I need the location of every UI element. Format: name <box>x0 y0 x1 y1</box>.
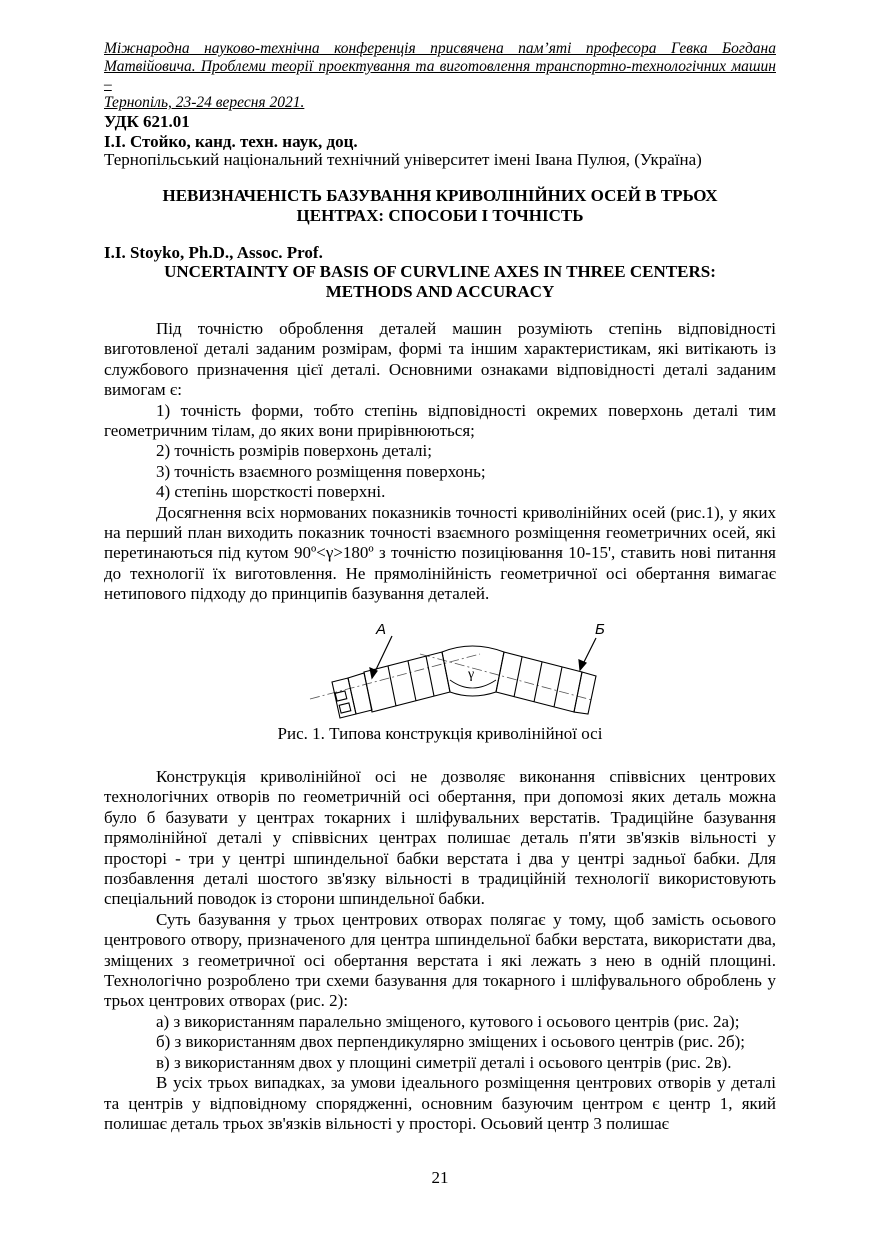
figure-label-a: А <box>376 621 387 638</box>
paragraph: Суть базування у трьох центрових отворах полягає у тому, щоб замість осьового центрового отвору, призначеного для центра шпиндельної бабки верстата, використати два, зміщених з геометричної осі обертання верстата і які лежать з нею в одній площині. Технологічно розроблено три схеми базування для токарного і шліфувального оброблень у трьох центрових отворах (рис. 2): <box>104 909 776 1011</box>
affiliation: Тернопільський національний технічний університет імені Івана Пулюя, (Україна) <box>104 150 702 169</box>
paragraph: В усіх трьох випадках, за умови ідеального розміщення центрових отворів у деталі та центрів у відповідному спорядженні, основним базуючим центром є центр 1, який полишає деталь трьох зв'язків вільності у просторі. Осьовий центр 3 полишає <box>104 1073 776 1133</box>
list-item: 2) точність розмірів поверхонь деталі; <box>156 441 432 461</box>
axis-centerline-left <box>310 654 480 699</box>
list-item: 1) точність форми, тобто степінь відповідності окремих поверхонь деталі тим геометричним тілам, до яких вони прирівнюються; <box>104 400 776 441</box>
figure-1-caption: Рис. 1. Типова конструкція криволінійної осі <box>277 724 603 743</box>
header-line-2: Матвійовича. Проблеми теорії проектування та виготовлення транспортно-технологічних машин – <box>104 58 776 93</box>
list-item: 3) точність взаємного розміщення поверхонь; <box>156 461 486 481</box>
figure-label-b: Б <box>595 621 605 638</box>
list-item: 4) степінь шорсткості поверхні. <box>156 482 386 502</box>
header-line-1: Міжнародна науково-технічна конференція присвячена пам’яті професора Гевка Богдана <box>104 40 776 57</box>
conference-header <box>104 40 776 112</box>
title-ua-line-1: НЕВИЗНАЧЕНІСТЬ БАЗУВАННЯ КРИВОЛІНІЙНИХ ОСЕЙ В ТРЬОХ <box>162 186 718 205</box>
list-item: б) з використанням двох перпендикулярно зміщених і осьового центрів (рис. 2б); <box>156 1032 745 1052</box>
figure-curved-axle <box>300 612 605 724</box>
arrow-b-head <box>579 660 586 670</box>
author-ua: І.І. Стойко, канд. техн. наук, доц. <box>104 132 358 151</box>
figure-label-gamma: γ <box>468 667 475 682</box>
list-item: в) з використанням двох у площині симетрії деталі і осьового центрів (рис. 2в). <box>156 1052 732 1072</box>
left-shaft <box>332 652 450 718</box>
paragraph: Конструкція криволінійної осі не дозволяє виконання співвісних центрових технологічних отворів по геометричній осі обертання, при допомозі яких деталь можна було б базувати у центрах токарних і шліфувальних верстатів. Традиційне базування прямолінійної деталі у співвісних центрах полишає деталь п'яти зв'язків вільності у просторі - три у центрі шпиндельної бабки верстата і два у центрі задньої бабки. Для позбавлення деталі шостого зв'язку вільності в традиційній технології використовують спеціальний поводок із сторони шпиндельної бабки. <box>104 767 776 909</box>
author-en: I.I. Stoyko, Ph.D., Assoc. Prof. <box>104 243 323 262</box>
title-en-line-2: METHODS AND ACCURACY <box>325 282 555 301</box>
list-item: а) з використанням паралельно зміщеного, кутового і осьового центрів (рис. 2а); <box>156 1011 740 1031</box>
page-number: 21 <box>431 1168 449 1187</box>
title-en-line-1: UNCERTAINTY OF BASIS OF CURVLINE AXES IN THREE CENTERS: <box>164 262 716 281</box>
paragraph: Досягнення всіх нормованих показників точності криволінійних осей (рис.1), у яких на перший план виходить показник точності взаємного розміщення геометричних осей, які перетинаються під кутом 90º<γ>180º з точністю позиціювання 10-15', ставить нові питання до технології їх виготовлення. Не прямолінійність геометричної осі обертання вимагає нетипового підходу до принципів базування деталей. <box>104 502 776 604</box>
title-english <box>104 262 776 302</box>
body-section-1 <box>104 319 776 605</box>
body-section-2 <box>104 767 776 1134</box>
reference-arrows <box>370 636 596 678</box>
title-ukrainian <box>104 186 776 226</box>
paragraph: Під точністю оброблення деталей машин розуміють степінь відповідності виготовленої деталі заданим розмірам, формі та іншим характеристикам, які витікають із службового призначення цієї деталі. Основними ознаками відповідності деталі заданим вимогам є: <box>104 319 776 400</box>
header-line-3: Тернопіль, 23-24 вересня 2021. <box>104 94 305 111</box>
title-ua-line-2: ЦЕНТРАХ: СПОСОБИ І ТОЧНІСТЬ <box>296 206 584 225</box>
udk-code: УДК 621.01 <box>104 112 190 131</box>
